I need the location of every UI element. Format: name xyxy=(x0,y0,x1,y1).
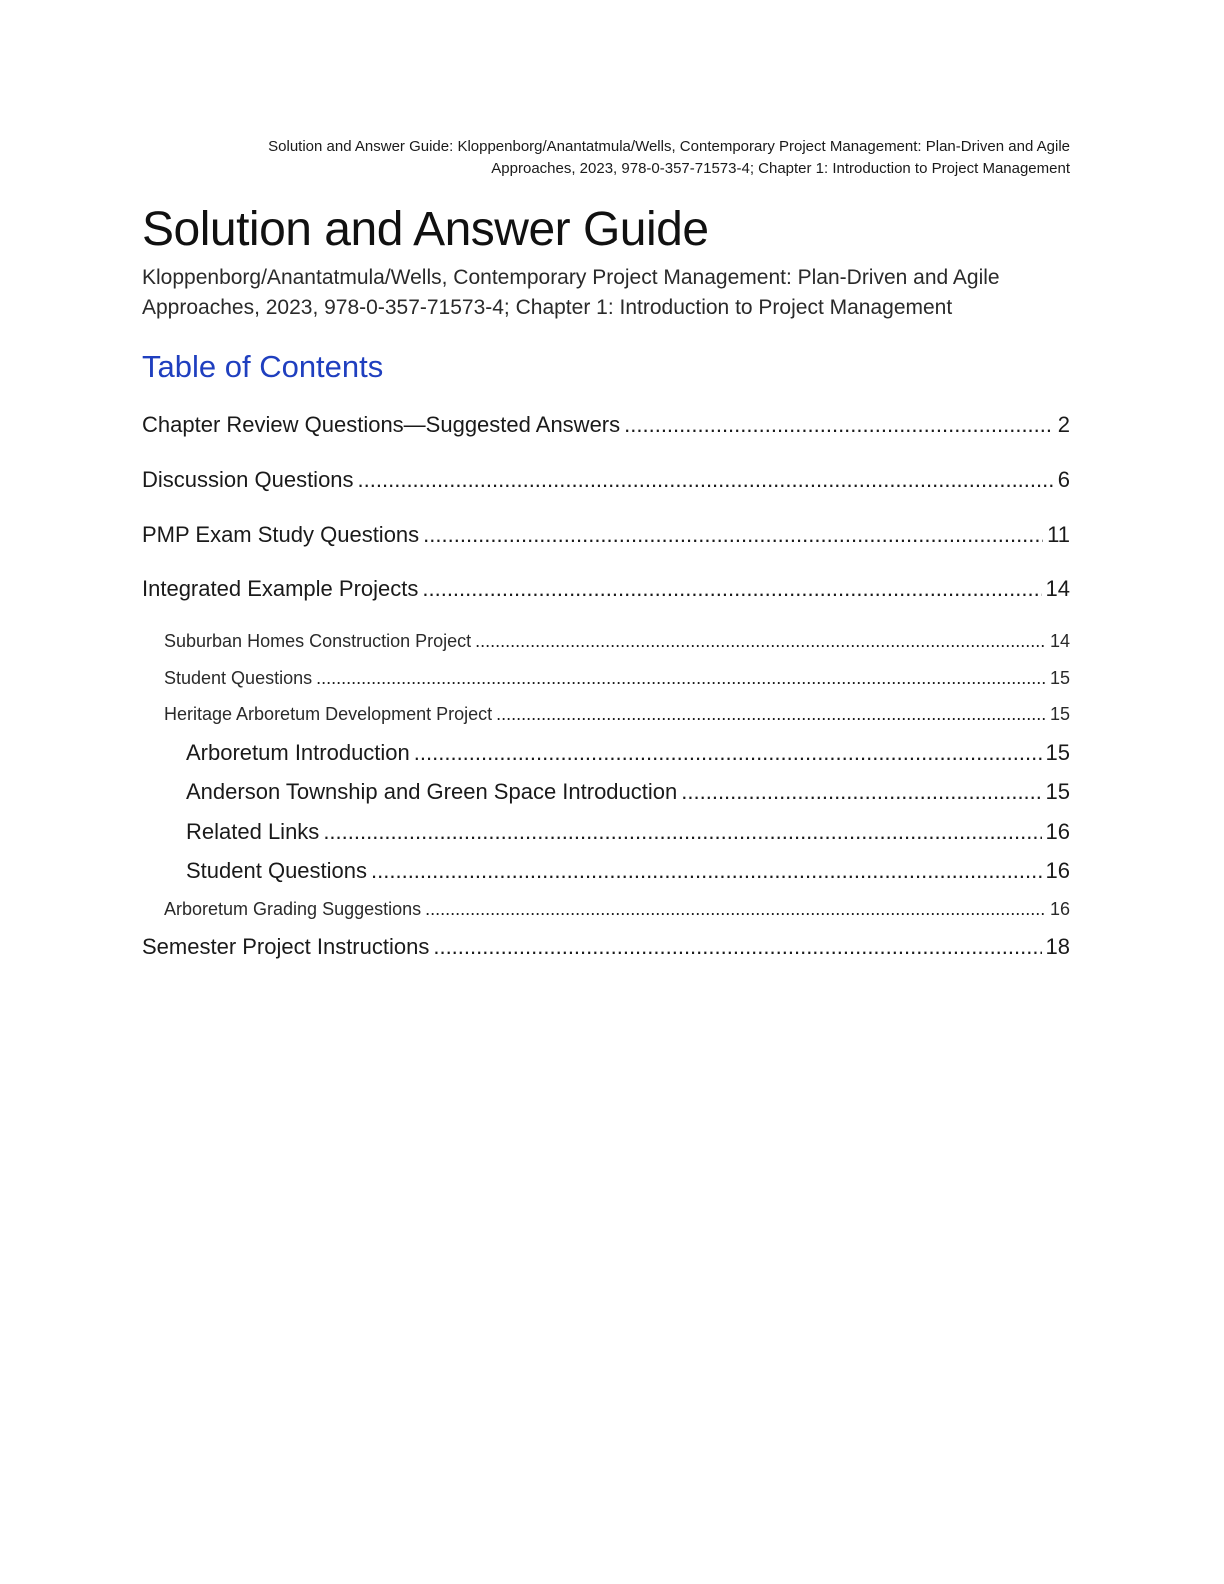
toc-dot-leader xyxy=(371,856,1042,886)
toc-entry-semester-project-instructions[interactable] xyxy=(142,932,1070,962)
toc-entry-page: 14 xyxy=(1049,631,1070,651)
toc-entry-page: 18 xyxy=(1045,934,1070,959)
toc-entry-page: 16 xyxy=(1049,899,1070,919)
toc-entry-page: 6 xyxy=(1057,467,1070,492)
toc-entry-page: 16 xyxy=(1045,819,1070,844)
toc-dot-leader xyxy=(433,932,1041,962)
toc-entry-page: 14 xyxy=(1045,576,1070,601)
toc-entry-page: 2 xyxy=(1057,412,1070,437)
subtitle-line-2: Approaches, 2023, 978-0-357-71573-4; Chapter 1: Introduction to Project Management xyxy=(142,296,953,319)
toc-dot-leader xyxy=(425,896,1046,922)
toc-entry-label: Student Questions xyxy=(186,858,368,883)
toc-heading: Table of Contents xyxy=(142,349,384,384)
running-header-line-1: Solution and Answer Guide: Kloppenborg/Anantatmula/Wells, Contemporary Project Management: Plan-Driven and Agile xyxy=(268,138,1070,155)
toc-dot-leader xyxy=(496,701,1046,727)
toc-entry-arboretum-introduction[interactable] xyxy=(186,738,1070,768)
toc-entry-integrated-example-projects[interactable] xyxy=(142,574,1070,604)
toc-entry-label: Related Links xyxy=(186,819,320,844)
toc-entry-label: Suburban Homes Construction Project xyxy=(164,631,472,651)
toc-entry-label: Student Questions xyxy=(164,668,313,688)
toc-entry-page: 15 xyxy=(1049,704,1070,724)
toc-entry-arboretum-grading-suggestions[interactable] xyxy=(164,896,1070,922)
toc-dot-leader xyxy=(414,738,1042,768)
toc-entry-label: Arboretum Introduction xyxy=(186,740,410,765)
toc-entry-label: Chapter Review Questions—Suggested Answers xyxy=(142,412,621,437)
running-header-line-2: Approaches, 2023, 978-0-357-71573-4; Chapter 1: Introduction to Project Management xyxy=(491,160,1070,177)
toc-entry-related-links[interactable] xyxy=(186,817,1070,847)
toc-dot-leader xyxy=(681,777,1041,807)
toc-entry-label: Integrated Example Projects xyxy=(142,576,419,601)
toc-entry-chapter-review-questions[interactable] xyxy=(142,410,1070,440)
toc-dot-leader xyxy=(423,520,1043,550)
toc-entry-label: Discussion Questions xyxy=(142,467,354,492)
toc-entry-pmp-exam-study-questions[interactable] xyxy=(142,520,1070,550)
toc-entry-page: 11 xyxy=(1047,522,1070,547)
running-header xyxy=(142,136,1070,180)
toc-dot-leader xyxy=(475,628,1046,654)
toc-entry-heritage-arboretum-development-project[interactable] xyxy=(164,701,1070,727)
toc-dot-leader xyxy=(358,465,1054,495)
toc-entry-student-questions-suburban[interactable] xyxy=(164,665,1070,691)
document-title: Solution and Answer Guide xyxy=(142,203,709,256)
toc-entry-label: Heritage Arboretum Development Project xyxy=(164,704,493,724)
subtitle-line-1: Kloppenborg/Anantatmula/Wells, Contemporary Project Management: Plan-Driven and Agile xyxy=(142,266,1000,289)
toc-entry-page: 15 xyxy=(1045,740,1070,765)
toc-entry-suburban-homes-construction-project[interactable] xyxy=(164,628,1070,654)
toc-entry-anderson-township-green-space[interactable] xyxy=(186,777,1070,807)
toc-entry-label: PMP Exam Study Questions xyxy=(142,522,420,547)
toc-entry-label: Semester Project Instructions xyxy=(142,934,430,959)
toc-entry-label: Anderson Township and Green Space Introduction xyxy=(186,779,678,804)
toc-dot-leader xyxy=(316,665,1046,691)
toc-entry-discussion-questions[interactable] xyxy=(142,465,1070,495)
toc-dot-leader xyxy=(624,410,1054,440)
toc-dot-leader xyxy=(323,817,1041,847)
toc-entry-page: 15 xyxy=(1049,668,1070,688)
document-subtitle xyxy=(142,263,1070,323)
toc-entry-label: Arboretum Grading Suggestions xyxy=(164,899,422,919)
toc-entry-page: 16 xyxy=(1045,858,1070,883)
toc-entry-student-questions-arboretum[interactable] xyxy=(186,856,1070,886)
toc-dot-leader xyxy=(422,574,1041,604)
toc-entry-page: 15 xyxy=(1045,779,1070,804)
